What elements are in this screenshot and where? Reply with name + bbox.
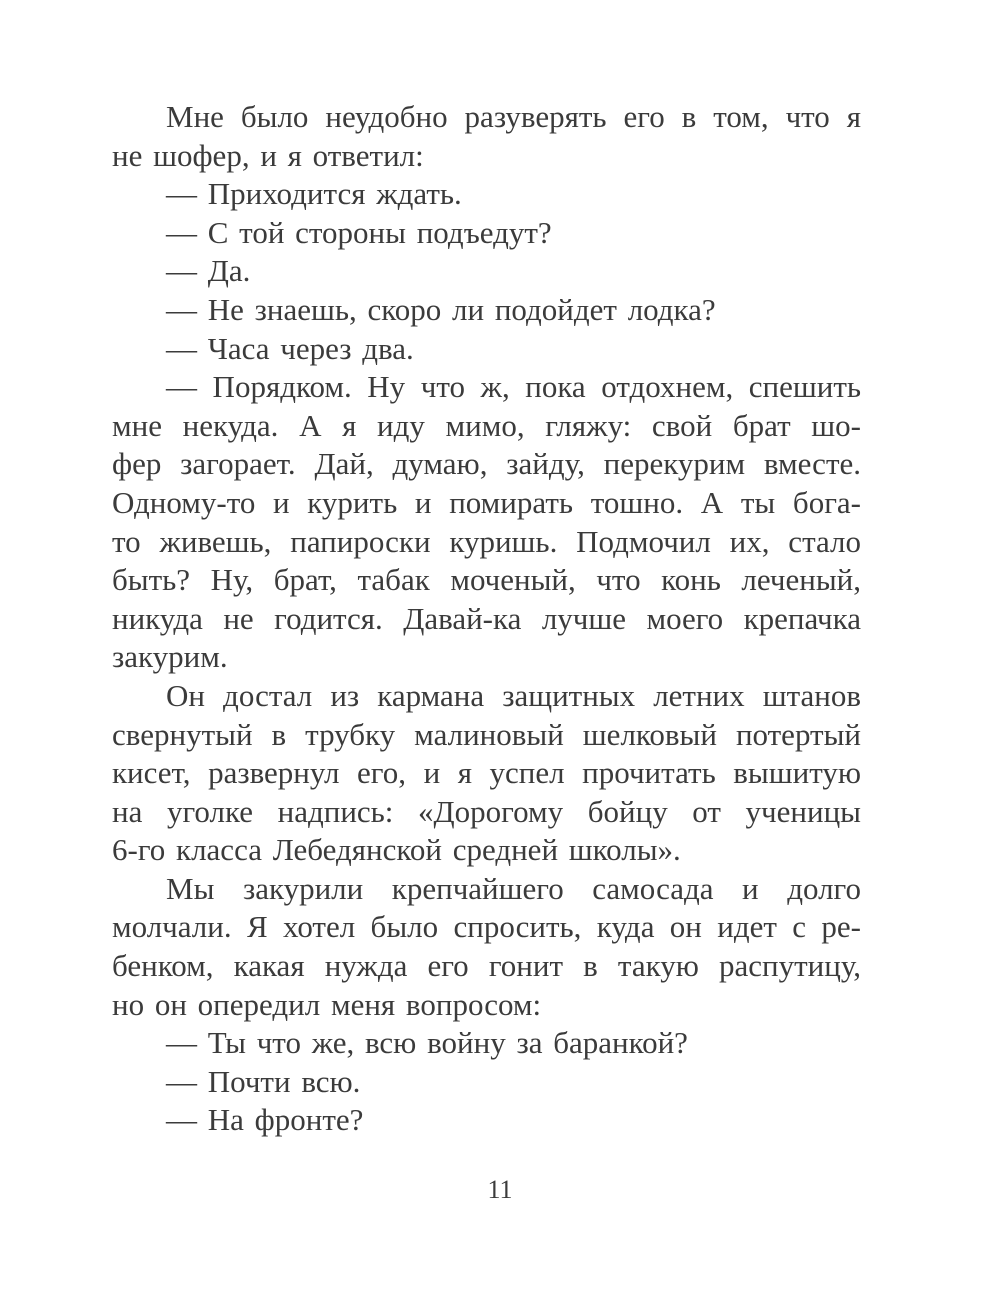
body-text (112, 98, 861, 1140)
text-line: — Приходится ждать. (166, 176, 462, 212)
text-line: — С той стороны подъедут? (166, 214, 552, 250)
text-line: — На фронте? (166, 1102, 364, 1138)
text-line: быть? Ну, брат, табак моченый, что конь леченый, (112, 562, 861, 598)
text-line: молчали. Я хотел было спросить, куда он идет с ре- (112, 909, 861, 945)
text-line: Мне было неудобно разуверять его в том, что я (166, 99, 861, 134)
text-line: — Не знаешь, скоро ли подойдет лодка? (166, 291, 716, 327)
text-line: никуда не годится. Давай-ка лучше моего крепачка (112, 600, 861, 636)
page-number: 11 (487, 1175, 513, 1204)
text-line: бенком, какая нужда его гонит в такую распутицу, (112, 948, 861, 984)
text-line: Он достал из кармана защитных летних штанов (166, 677, 861, 713)
text-line: мне некуда. А я иду мимо, гляжу: свой брат шо- (112, 407, 861, 443)
text-line: закурим. (112, 639, 228, 675)
text-line: Одному-то и курить и помирать тошно. А ты бога- (112, 484, 861, 520)
text-line: но он опередил меня вопросом: (112, 986, 542, 1022)
text-line: на уголке надпись: «Дорогому бойцу от ученицы (112, 793, 861, 829)
text-line: не шофер, и я ответил: (112, 137, 424, 173)
text-line: — Да. (166, 253, 251, 289)
text-line: фер загорает. Дай, думаю, зайду, перекурим вместе. (112, 446, 861, 482)
text-line: кисет, развернул его, и я успел прочитать вышитую (112, 755, 861, 791)
text-line: 6-го класса Лебедянской средней школы». (112, 832, 681, 868)
text-line: — Часа через два. (166, 330, 414, 366)
text-line: то живешь, папироски куришь. Подмочил их, стало (112, 523, 861, 559)
text-line: — Почти всю. (166, 1063, 361, 1099)
text-line: — Порядком. Ну что ж, пока отдохнем, спешить (166, 369, 861, 405)
text-line: Мы закурили крепчайшего самосада и долго (166, 870, 861, 906)
text-line: свернутый в трубку малиновый шелковый потертый (112, 716, 861, 752)
text-line: — Ты что же, всю войну за баранкой? (166, 1025, 688, 1061)
